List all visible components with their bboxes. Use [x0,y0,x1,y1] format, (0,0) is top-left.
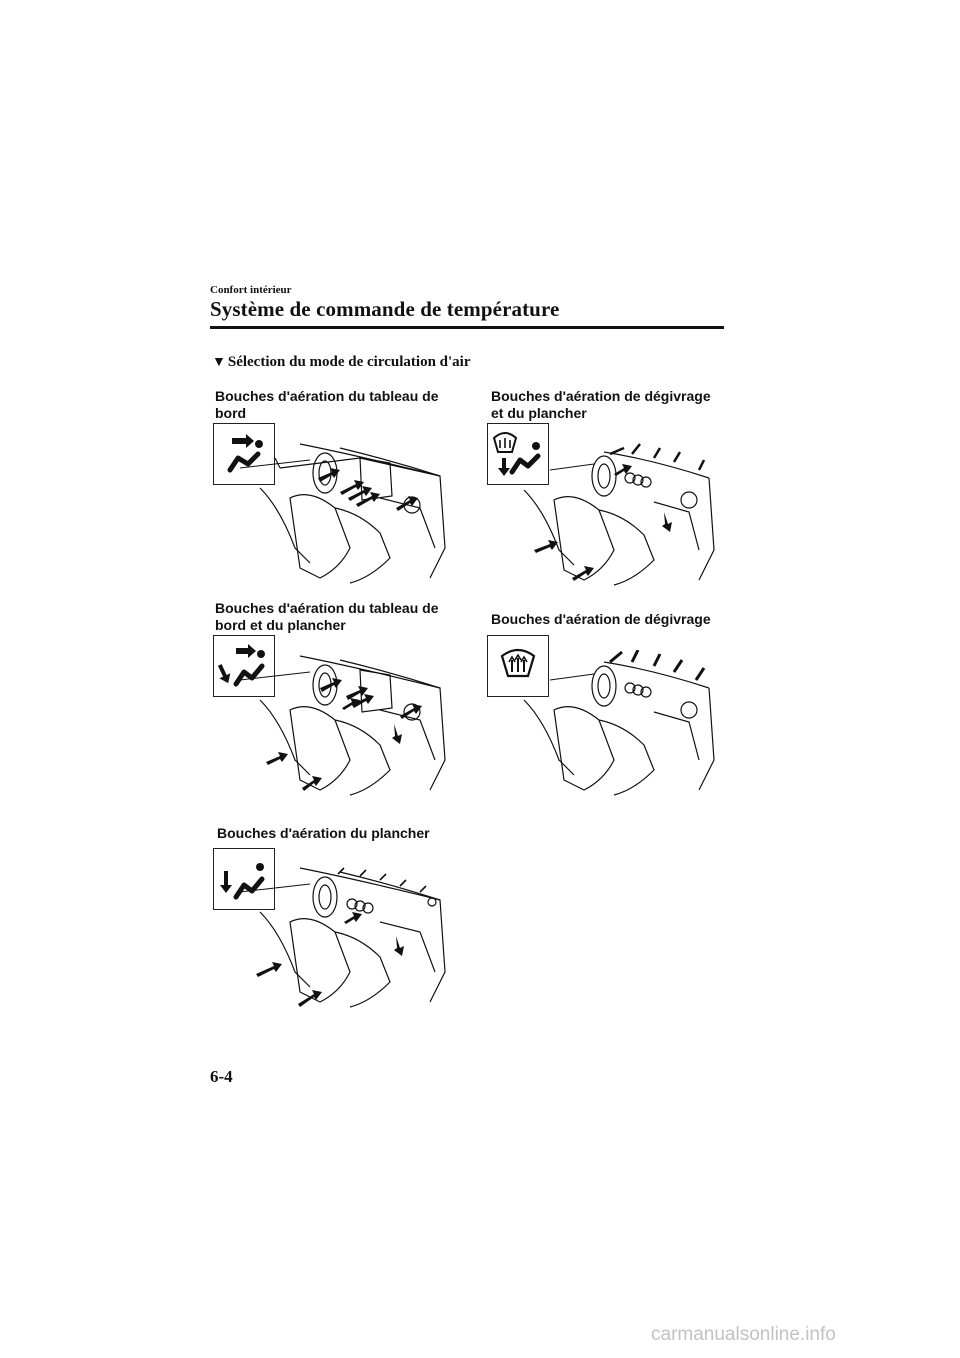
subheading-text: Sélection du mode de circulation d'air [227,354,471,370]
dashboard-illustration [514,440,724,590]
section-label: Confort intérieur [210,284,292,296]
title-rule [210,326,724,329]
dashboard-illustration [240,650,460,800]
triangle-marker-icon: ▼ [212,355,226,370]
caption-face-floor-vent: Bouches d'aération du tableau de bord et du plancher [215,600,439,633]
caption-floor-vent: Bouches d'aération du plancher [217,825,430,841]
caption-defrost-vent: Bouches d'aération de dégivrage [491,611,711,627]
caption-face-vent: Bouches d'aération du tableau de bord [215,388,439,421]
subheading [212,354,471,371]
dashboard-illustration [240,438,460,588]
watermark: carmanualsonline.info [651,1324,836,1345]
dashboard-illustration [514,650,724,800]
caption-defrost-floor-vent: Bouches d'aération de dégivrage et du plancher [491,388,711,421]
dashboard-illustration [240,862,460,1012]
page-number: 6-4 [210,1067,233,1086]
page-title: Système de commande de température [210,297,560,321]
